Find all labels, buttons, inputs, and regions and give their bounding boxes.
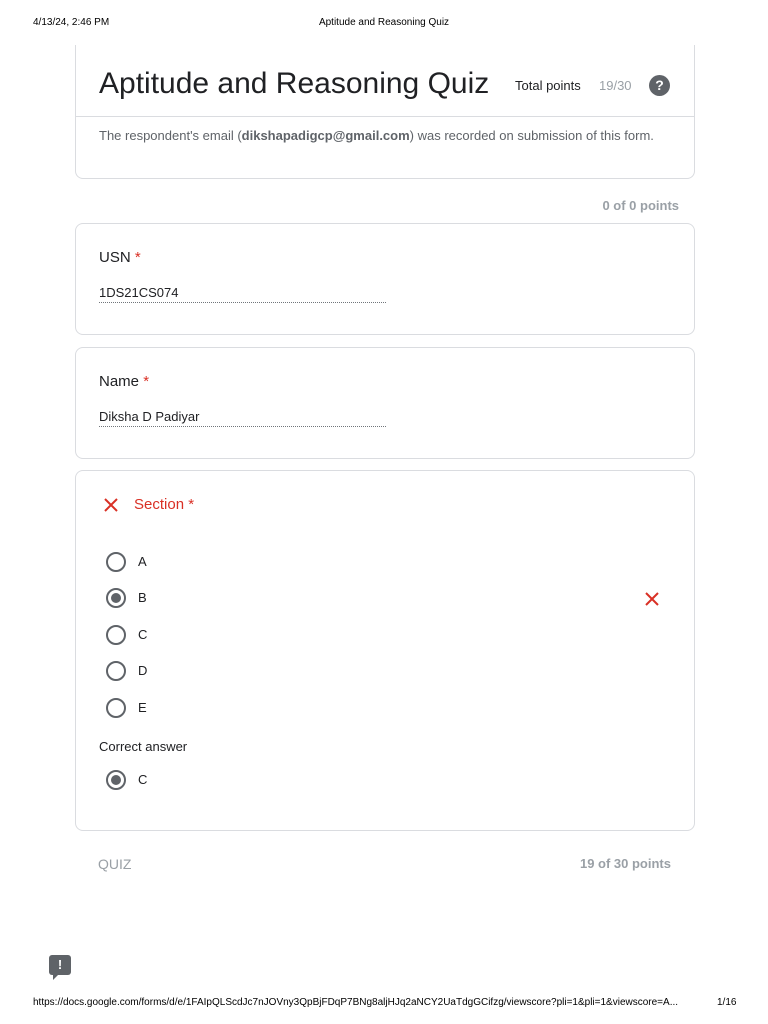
answer-usn: 1DS21CS074 — [99, 285, 386, 303]
question-title-usn: USN — [99, 249, 131, 266]
question-icon[interactable]: ? — [649, 75, 670, 96]
correct-answer-label: Correct answer — [99, 739, 188, 754]
question-label — [134, 496, 194, 513]
radio-button[interactable] — [106, 661, 126, 681]
close-icon — [645, 592, 659, 606]
quiz-label: QUIZ — [98, 856, 132, 872]
question-title-name: Name — [99, 373, 140, 390]
question-title-section: Section — [134, 496, 185, 513]
email-note-prefix: The respondent's email ( — [99, 128, 242, 143]
answer-name: Diksha D Padiyar — [99, 409, 386, 427]
option-label: D — [138, 663, 148, 678]
question-label — [99, 249, 141, 266]
required-asterisk: * — [134, 249, 141, 266]
page-number: 1/16 — [717, 997, 737, 1008]
feedback-icon[interactable]: ! — [49, 955, 71, 975]
option-label: C — [138, 772, 148, 787]
email-note — [99, 126, 669, 145]
print-date: 4/13/24, 2:46 PM — [33, 17, 110, 28]
section-points: 0 of 0 points — [602, 198, 679, 213]
required-asterisk: * — [188, 496, 195, 513]
form-title: Aptitude and Reasoning Quiz — [99, 67, 490, 100]
form-header-top — [76, 45, 694, 117]
quiz-points: 19 of 30 points — [579, 856, 671, 871]
option-label: C — [138, 627, 148, 642]
option-label: E — [138, 700, 147, 715]
option-label: B — [138, 590, 147, 605]
radio-button-selected — [106, 770, 126, 790]
print-footer — [0, 997, 768, 1011]
radio-button[interactable] — [106, 625, 126, 645]
radio-button[interactable] — [106, 552, 126, 572]
print-header — [0, 17, 768, 31]
form-header-card — [75, 45, 695, 179]
email-note-suffix: ) was recorded on submission of this form. — [409, 128, 654, 143]
question-card-usn — [75, 223, 695, 335]
total-points-value: 19/30 — [599, 78, 632, 93]
question-card-name — [75, 347, 695, 459]
radio-button-selected[interactable] — [106, 588, 126, 608]
respondent-email: dikshapadigcp@gmail.com — [241, 128, 410, 143]
required-asterisk: * — [143, 373, 150, 390]
question-label — [99, 373, 149, 390]
question-card-section — [75, 470, 695, 831]
total-points-label: Total points — [515, 78, 581, 93]
close-icon — [104, 498, 118, 512]
option-label: A — [138, 554, 147, 569]
print-url: https://docs.google.com/forms/d/e/1FAIpQLScdJc7nJOVny3QpBjFDqP7BNg8aljHJq2aNCY2UaTdgGCifzg/viewscore?pli=1&pli=1&viewscore=A... — [33, 997, 679, 1008]
print-title: Aptitude and Reasoning Quiz — [318, 17, 450, 28]
radio-button[interactable] — [106, 698, 126, 718]
